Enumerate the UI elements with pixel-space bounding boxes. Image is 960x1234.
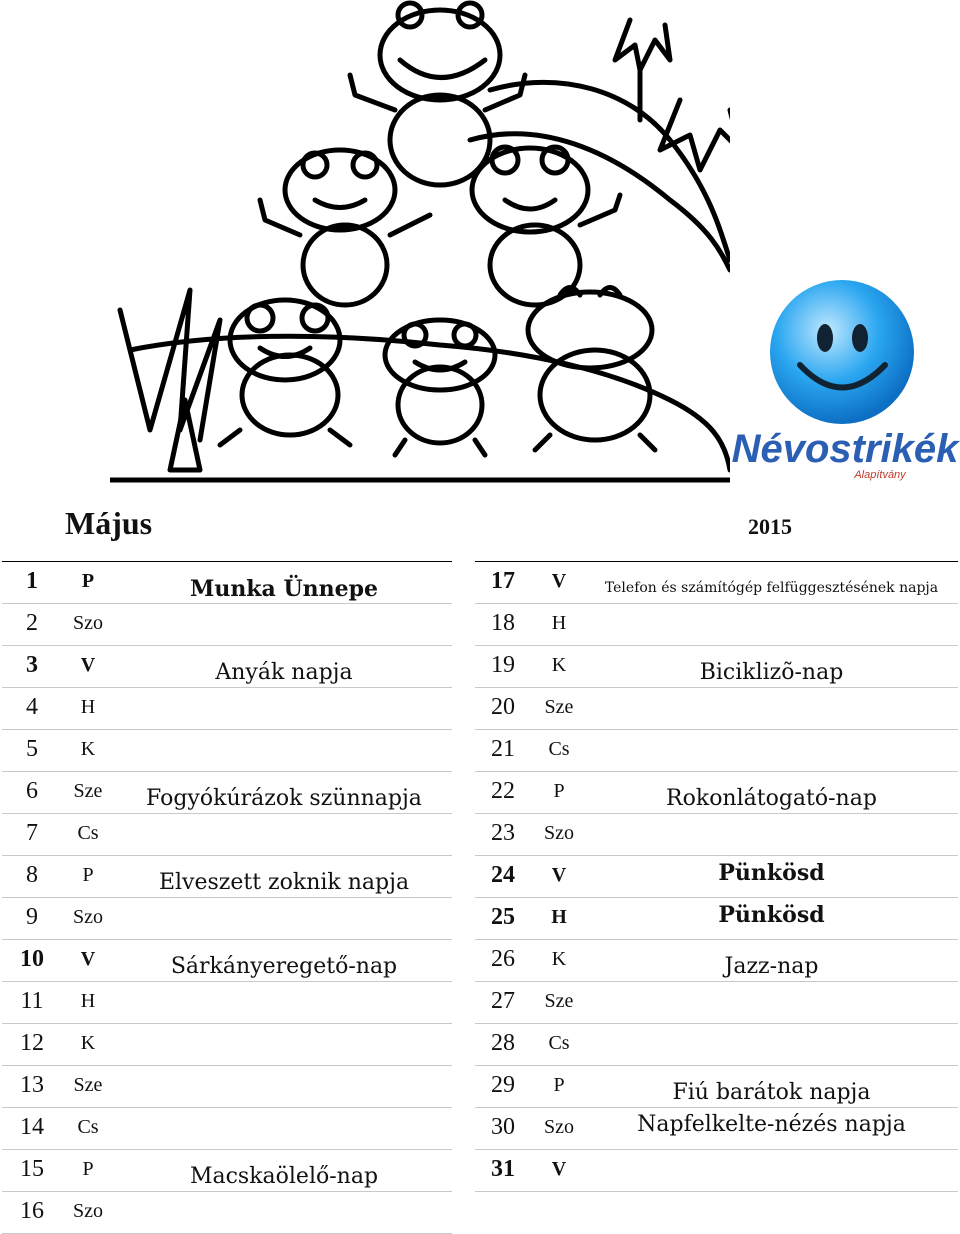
foundation-logo — [730, 280, 960, 485]
day-number: 22 — [491, 778, 515, 804]
day-row — [475, 982, 958, 1024]
day-number: 18 — [491, 610, 515, 636]
day-row — [475, 856, 958, 898]
day-event: Biciklizõ-nap — [699, 660, 844, 685]
day-event: Pünkösd — [718, 860, 825, 886]
day-row — [475, 1066, 958, 1108]
day-row — [475, 730, 958, 772]
day-event: Elveszett zoknik napja — [158, 870, 410, 895]
day-row — [2, 688, 452, 730]
weekday: V — [551, 570, 567, 592]
weekday: Sze — [544, 696, 574, 718]
weekday: Cs — [77, 822, 99, 844]
day-row — [475, 772, 958, 814]
day-number: 15 — [20, 1156, 44, 1182]
day-row — [475, 814, 958, 856]
weekday: Sze — [73, 1074, 103, 1096]
weekday: Szo — [544, 822, 574, 844]
weekday: K — [80, 738, 96, 760]
weekday: P — [553, 780, 565, 802]
weekday: Cs — [548, 738, 570, 760]
month-title: Május — [65, 505, 153, 541]
weekday: P — [553, 1074, 565, 1096]
weekday: K — [551, 948, 567, 970]
day-row — [475, 646, 958, 688]
day-number: 29 — [491, 1072, 515, 1098]
weekday: P — [82, 864, 94, 886]
day-number: 10 — [20, 946, 44, 972]
days-column-left — [2, 561, 452, 1234]
weekday: Sze — [544, 990, 574, 1012]
day-number: 19 — [491, 652, 515, 678]
day-number: 9 — [26, 904, 38, 930]
day-row — [2, 898, 452, 940]
day-number: 14 — [20, 1114, 44, 1140]
smiley-balloon-icon — [770, 280, 914, 424]
day-row — [2, 1192, 452, 1234]
day-number: 6 — [26, 778, 38, 804]
day-row — [2, 1150, 452, 1192]
day-row — [475, 1108, 958, 1150]
weekday: P — [81, 570, 95, 592]
weekday: V — [80, 654, 96, 676]
weekday: V — [80, 948, 96, 970]
day-number: 27 — [491, 988, 515, 1014]
day-row — [475, 898, 958, 940]
weekday: K — [551, 654, 567, 676]
day-event: Jazz-nap — [724, 954, 819, 979]
day-row — [2, 1066, 452, 1108]
day-row — [2, 940, 452, 982]
day-number: 31 — [491, 1156, 515, 1182]
day-row — [2, 772, 452, 814]
day-row — [475, 940, 958, 982]
day-number: 2 — [26, 610, 38, 636]
weekday: Szo — [73, 906, 103, 928]
day-event: Telefon és számítógép felfüggesztésének napja — [604, 580, 939, 596]
day-number: 23 — [491, 820, 515, 846]
day-row — [475, 688, 958, 730]
weekday: Szo — [73, 1200, 103, 1222]
day-row — [2, 982, 452, 1024]
day-number: 7 — [26, 820, 38, 846]
weekday: Cs — [548, 1032, 570, 1054]
weekday: H — [551, 612, 567, 634]
day-number: 1 — [26, 568, 38, 594]
weekday: Sze — [73, 780, 103, 802]
year-label: 2015 — [748, 514, 792, 539]
day-row — [2, 730, 452, 772]
logo-brand: Névostrikék — [731, 427, 959, 471]
day-event: Macskaölelő-nap — [189, 1164, 379, 1189]
day-event: Pünkösd — [718, 902, 825, 928]
day-row — [475, 604, 958, 646]
day-number: 3 — [26, 652, 38, 678]
day-number: 25 — [491, 904, 515, 930]
day-number: 28 — [491, 1030, 515, 1056]
day-event: Napfelkelte-nézés napja — [637, 1112, 906, 1137]
frogs-illustration — [110, 0, 730, 485]
day-number: 8 — [26, 862, 38, 888]
weekday: H — [551, 906, 567, 928]
day-event: Munka Ünnepe — [189, 576, 379, 602]
day-number: 24 — [491, 862, 515, 888]
day-row — [2, 814, 452, 856]
weekday: P — [82, 1158, 94, 1180]
day-number: 20 — [491, 694, 515, 720]
day-number: 4 — [26, 694, 38, 720]
day-number: 12 — [20, 1030, 44, 1056]
day-event: Fogyókúrázok szünnapja — [146, 786, 422, 811]
day-number: 13 — [20, 1072, 44, 1098]
day-number: 21 — [491, 736, 515, 762]
day-row — [475, 1024, 958, 1066]
day-event: Anyák napja — [215, 660, 353, 685]
day-row — [2, 604, 452, 646]
day-number: 5 — [26, 736, 38, 762]
day-row — [2, 561, 452, 604]
weekday: Szo — [73, 612, 103, 634]
day-number: 11 — [20, 988, 44, 1014]
weekday: H — [80, 990, 96, 1012]
day-number: 26 — [491, 946, 515, 972]
day-row — [475, 561, 958, 604]
logo-subtitle: Alapítvány — [854, 469, 906, 481]
weekday: Cs — [77, 1116, 99, 1138]
weekday: K — [80, 1032, 96, 1054]
day-number: 16 — [20, 1198, 44, 1224]
day-event: Fiú barátok napja — [672, 1080, 871, 1105]
day-row — [2, 1024, 452, 1066]
day-number: 30 — [491, 1114, 515, 1140]
weekday: Szo — [544, 1116, 574, 1138]
days-column-right — [475, 561, 958, 1192]
day-event: Rokonlátogató-nap — [666, 786, 877, 811]
day-row — [2, 1108, 452, 1150]
day-number: 17 — [491, 568, 515, 594]
day-row — [2, 856, 452, 898]
weekday: V — [551, 864, 567, 886]
day-event: Sárkányeregető-nap — [170, 954, 398, 979]
day-row — [2, 646, 452, 688]
day-row — [475, 1150, 958, 1192]
weekday: V — [551, 1158, 567, 1180]
weekday: H — [80, 696, 96, 718]
